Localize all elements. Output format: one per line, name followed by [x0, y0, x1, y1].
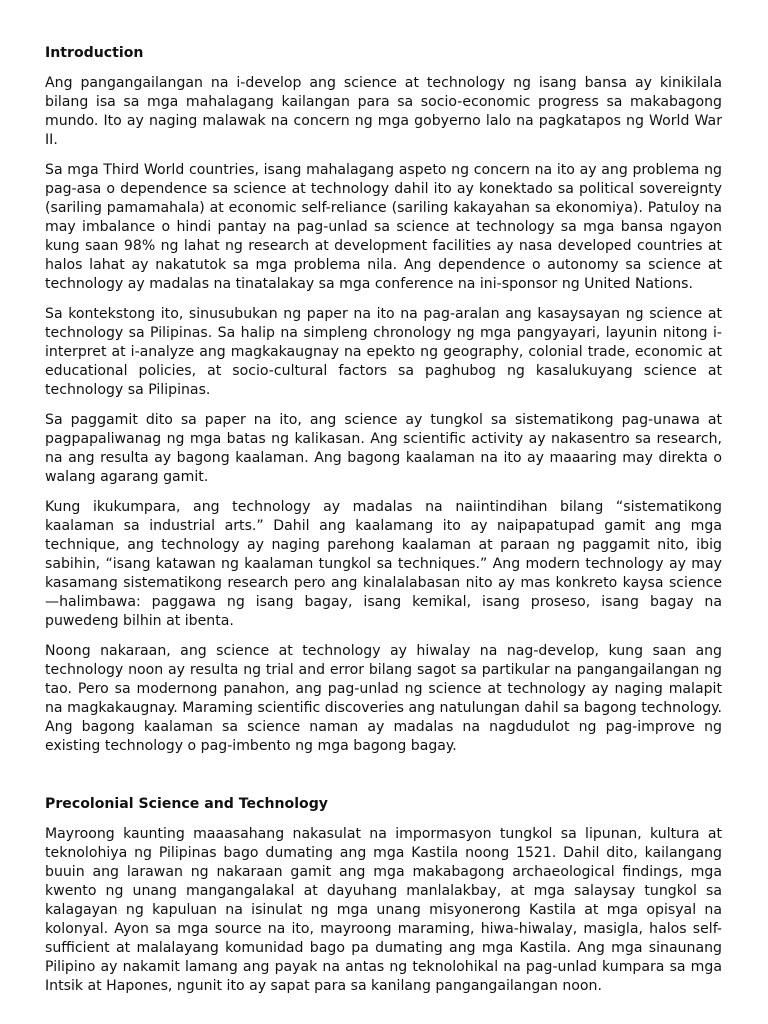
precolonial-section — [45, 795, 722, 996]
paragraph: Sa paggamit dito sa paper na ito, ang science ay tungkol sa sistematikong pag-unawa at pagpapaliwanag ng mga batas ng kalikasan. Ang scientific activity ay nakasentro sa research, na ang resulta ay bagong kaalaman. Ang bagong kaalaman na ito ay maaaring may direkta o walang agarang gamit. — [45, 412, 722, 485]
paragraph: Sa mga Third World countries, isang mahalagang aspeto ng concern na ito ay ang problema ng pag-asa o dependence sa science at technology dahil ito ay konektado sa political sovereignty (sariling pamamahala) at economic self-reliance (sariling kakayahan sa ekonomiya). Patuloy na may imbalance o hindi pantay na pag-unlad sa science at technology sa mga bansa ngayon kung saan 98% ng lahat ng research at development facilities ay nasa developed countries at halos lahat ay nakatutok sa mga problema nila. Ang dependence o autonomy sa science at technology ay madalas na tinatalakay sa mga conference na ini-sponsor ng United Nations. — [45, 162, 722, 292]
paragraph: Kung ikukumpara, ang technology ay madalas na naiintindihan bilang “sistematikong kaalaman sa industrial arts.” Dahil ang kaalamang ito ay naipapatupad gamit ang mga technique, ang technology ay naging parehong kaalaman at paraan ng paggamit nito, ibig sabihin, “isang katawan ng kaalaman tungkol sa techniques.” Ang modern technology ay may kasamang sistematikong research pero ang kinalalabasan nito ay mas konkreto kaysa science—halimbawa: paggawa ng isang bagay, isang kemikal, isang proseso, isang bagay na puwedeng bilhin at ibenta. — [45, 499, 722, 629]
section-heading-precolonial: Precolonial Science and Technology — [45, 796, 328, 812]
paragraph: Sa kontekstong ito, sinusubukan ng paper na ito na pag-aralan ang kasaysayan ng science at technology sa Pilipinas. Sa halip na simpleng chronology ng mga pangyayari, layunin nitong i-interpret at i-analyze ang magkakaugnay na epekto ng geography, colonial trade, economic at educational policies, at socio-cultural factors sa paghubog ng kasalukuyang science at technology sa Pilipinas. — [45, 306, 722, 398]
introduction-section — [45, 44, 722, 756]
paragraph: Ang pangangailangan na i-develop ang science at technology ng isang bansa ay kinikilala bilang isa sa mga mahalagang kailangan para sa socio-economic progress sa makabagong mundo. Ito ay naging malawak na concern ng mga gobyerno lalo na pagkatapos ng World War II. — [45, 75, 722, 148]
paragraph: Noong nakaraan, ang science at technology ay hiwalay na nag-develop, kung saan ang technology noon ay resulta ng trial and error bilang sagot sa partikular na pangangailangan ng tao. Pero sa modernong panahon, ang pag-unlad ng science at technology ay naging malapit na magkakaugnay. Maraming scientific discoveries ang natulungan dahil sa bagong technology. Ang bagong kaalaman sa science naman ay madalas na nagdudulot ng pag-improve ng existing technology o pag-imbento ng mga bagong bagay. — [45, 643, 722, 754]
paragraph: Mayroong kaunting maaasahang nakasulat na impormasyon tungkol sa lipunan, kultura at teknolohiya ng Pilipinas bago dumating ang mga Kastila noong 1521. Dahil dito, kailangang buuin ang larawan ng nakaraan gamit ang mga makabagong archaeological findings, mga kwento ng unang mangangalakal at dayuhang manlalakbay, at mga salaysay tungkol sa kalagayan ng kapuluan na isinulat ng mga unang misyonerong Kastila at mga opisyal na kolonyal. Ayon sa mga source na ito, mayroong maraming, hiwa-hiwalay, masigla, halos self-sufficient at malalayang komunidad bago pa dumating ang mga Kastila. Ang mga sinaunang Pilipino ay nakamit lamang ang payak na antas ng teknolohikal na pag-unlad kumpara sa mga Intsik at Hapones, ngunit ito ay sapat para sa kanilang pangangailangan noon. — [45, 826, 722, 994]
section-heading-introduction: Introduction — [45, 45, 144, 61]
document-page — [45, 44, 722, 1007]
section-spacer — [45, 767, 722, 795]
